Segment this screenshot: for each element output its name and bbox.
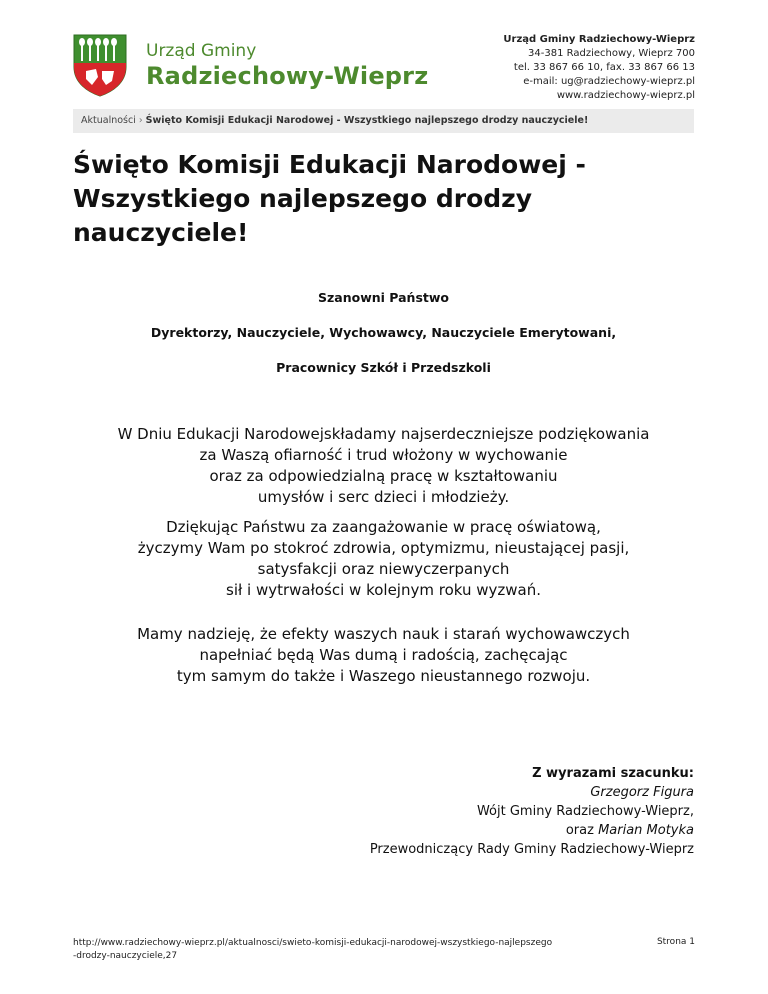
breadcrumb-separator: › [138, 115, 143, 126]
paragraph-line: oraz za odpowiedzialną pracę w kształtowaniu [209, 467, 558, 485]
contact-website[interactable]: www.radziechowy-wieprz.pl [556, 90, 695, 101]
signature-role-2: Przewodniczący Rady Gminy Radziechowy-Wieprz [369, 842, 694, 857]
paragraph-line: życzymy Wam po stokroć zdrowia, optymizmu, nieustającej pasji, [137, 539, 630, 557]
breadcrumb-home-link[interactable]: Aktualności [81, 115, 136, 126]
paragraph-line: sił i wytrwałości w kolejnym roku wyzwań. [226, 581, 541, 599]
paragraph-line: Mamy nadzieję, że efekty waszych nauk i starań wychowawczych [137, 625, 630, 643]
brand-line-2: Radziechowy-Wieprz [146, 62, 429, 90]
signature-block [370, 764, 694, 859]
greeting: Szanowni Państwo [318, 290, 449, 305]
recipients-line-2: Pracownicy Szkół i Przedszkoli [276, 360, 491, 375]
brand-line-1: Urząd Gminy [146, 41, 257, 61]
paragraph-line: za Waszą ofiarność i trud włożony w wychowanie [199, 446, 568, 464]
contact-block [503, 33, 695, 103]
paragraph-3 [73, 624, 694, 687]
paragraph-line: tym samym do także i Waszego nieustannego rozwoju. [176, 667, 591, 685]
recipients-line-1: Dyrektorzy, Nauczyciele, Wychowawcy, Nauczyciele Emerytowani, [150, 325, 617, 340]
paragraph-line: napełniać będą Was dumą i radością, zachęcając [199, 646, 568, 664]
footer-page-number: Strona 1 [656, 937, 695, 947]
paragraph-2 [73, 517, 694, 601]
contact-address: 34-381 Radziechowy, Wieprz 700 [528, 48, 695, 59]
footer-url[interactable] [73, 937, 593, 963]
breadcrumb [73, 109, 694, 133]
signature-conjunction: oraz [565, 823, 599, 838]
signature-name-2: Marian Motyka [598, 823, 694, 838]
breadcrumb-current: Święto Komisji Edukacji Narodowej - Wszystkiego najlepszego drodzy nauczyciele! [145, 115, 589, 126]
coat-of-arms-logo[interactable] [72, 33, 128, 97]
paragraph-1 [73, 424, 694, 508]
signature-closing: Z wyrazami szacunku: [532, 766, 694, 781]
footer-url-line-1[interactable]: http://www.radziechowy-wieprz.pl/aktualnosci/swieto-komisji-edukacji-narodowej-wszystkiego-najlepszego [73, 938, 553, 948]
paragraph-line: W Dniu Edukacji Narodowejskładamy najserdeczniejsze podziękowania [117, 425, 650, 443]
paragraph-line: Dziękując Państwu za zaangażowanie w pracę oświatową, [166, 518, 601, 536]
paragraph-line: umysłów i serc dzieci i młodzieży. [257, 488, 510, 506]
contact-org: Urząd Gminy Radziechowy-Wieprz [503, 34, 695, 45]
contact-phone: tel. 33 867 66 10, fax. 33 867 66 13 [513, 62, 695, 73]
page-title: Święto Komisji Edukacji Narodowej - Wszystkiego najlepszego drodzy nauczyciele! [73, 150, 586, 247]
contact-email[interactable]: e-mail: ug@radziechowy-wieprz.pl [523, 76, 695, 87]
footer-url-line-2[interactable]: -drodzy-nauczyciele,27 [73, 951, 178, 961]
signature-role-1: Wójt Gminy Radziechowy-Wieprz, [476, 804, 694, 819]
paragraph-line: satysfakcji oraz niewyczerpanych [257, 560, 510, 578]
signature-name-1: Grzegorz Figura [590, 785, 694, 800]
